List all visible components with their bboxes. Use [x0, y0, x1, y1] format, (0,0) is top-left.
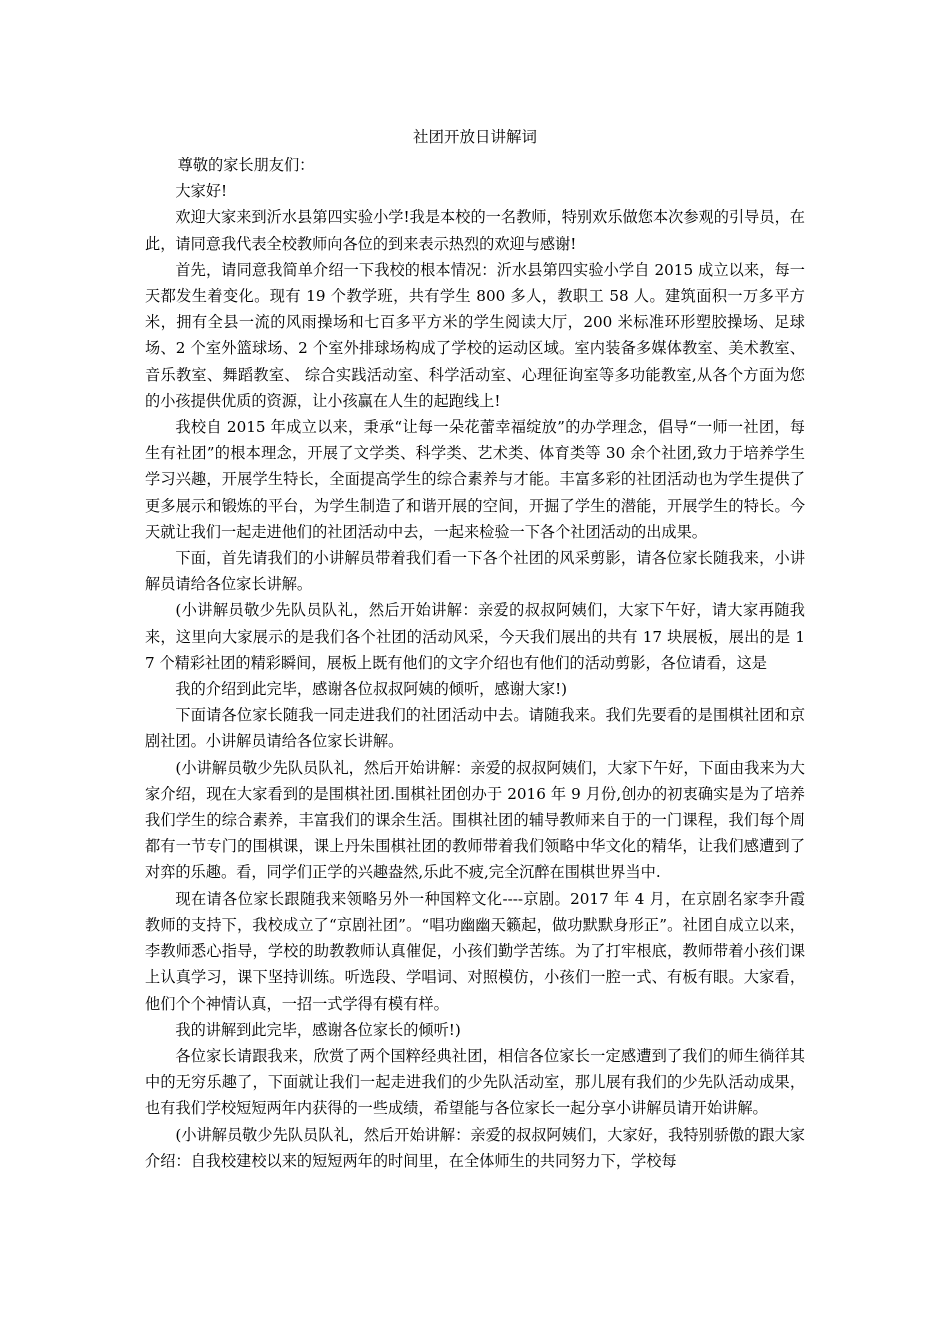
paragraph-guide-intro: 下面，首先请我们的小讲解员带着我们看一下各个社团的风采剪影，请各位家长随我来，小讲解员请给各位家长讲解。: [145, 549, 805, 594]
document-title: 社团开放日讲解词: [412, 128, 537, 146]
paragraph-go-club: (小讲解员敬少先队员队礼，然后开始讲解：亲爱的叔叔阿姨们，大家下午好，下面由我来为大家介绍，现在大家看到的是围棋社团.围棋社团创办于 2016 年 9 月份,创办的初衷确实是为了培养我们学生的综合素养，丰富我们的课余生活。围棋社团的辅导教师来自于的一门课程，我们每个周都有一节专门的围棋课，课上丹朱围棋社团的教师带着我们领略中华文化的精华，让我们感遭到了对弈的乐趣。看，同学们正学的兴趣盎然,乐此不疲,完全沉醉在围棋世界当中.: [145, 758, 805, 882]
paragraph-guide-closing-1: 我的介绍到此完毕，感谢各位叔叔阿姨的倾听，感谢大家!): [175, 680, 568, 699]
paragraph-school-intro: 首先，请同意我简单介绍一下我校的根本情况：沂水县第四实验小学自 2015 成立以来，每一天都发生着变化。现有 19 个教学班，共有学生 800 多人，教职工 58 人。建筑面积一万多平方米，拥有全县一流的风雨操场和七百多平方米的学生阅读大厅，200 米标准环形塑胶操场、足球场、2 个室外篮球场、2 个室外排球场构成了学校的运动区域。室内装备多媒体教室、美术教室、音乐教室、舞蹈教室、 综合实践活动室、科学活动室、心理征询室等多功能教室,从各个方面为您的小孩提供优质的资源，让小孩赢在人生的起跑线上!: [145, 260, 805, 410]
paragraph-go-clubs: 下面请各位家长随我一同走进我们的社团活动中去。请随我来。我们先要看的是围棋社团和京剧社团。小讲解员请给各位家长讲解。: [145, 706, 805, 751]
paragraph-welcome: 欢迎大家来到沂水县第四实验小学!我是本校的一名教师，特别欢乐做您本次参观的引导员，在此，请同意我代表全校教师向各位的到来表示热烈的欢迎与感谢!: [145, 208, 805, 253]
paragraph-club-concept: 我校自 2015 年成立以来，秉承“让每一朵花蕾幸福绽放”的办学理念，倡导“一师一社团，每生有社团”的根本理念，开展了文学类、科学类、艺术类、体育类等 30 余个社团,致力于培养学生学习兴趣，开展学生特长，全面提高学生的综合素养与才能。丰富多彩的社团活动也为学生提供了更多展示和锻炼的平台，为学生制造了和谐开展的空间，开掘了学生的潜能，开展学生的特长。今天就让我们一起走进他们的社团活动中去，一起来检验一下各个社团活动的出成果。: [145, 418, 805, 541]
paragraph-display-boards: (小讲解员敬少先队员队礼，然后开始讲解：亲爱的叔叔阿姨们，大家下午好，请大家再随我来，这里向大家展示的是我们各个社团的活动风采，今天我们展出的共有 17 块展板，展出的是 17 个精彩社团的精彩瞬间，展板上既有他们的文字介绍也有他们的活动剪影，各位请看，这是: [145, 601, 805, 672]
document-page: [145, 124, 805, 1174]
paragraph-guide-closing-2: 我的讲解到此完毕，感谢各位家长的倾听!): [175, 1020, 461, 1039]
paragraph-peking-opera-club: 现在请各位家长跟随我来领略另外一种国粹文化----京剧。2017 年 4 月，在京剧名家李升霞教师的支持下，我校成立了“京剧社团”。“唱功幽幽天籁起，做功默默身形正”。社团自成立以来，李教师悉心指导，学校的助教教师认真催促，小孩们勤学苦练。为了打牢根底，教师带着小孩们课上认真学习，课下坚持训练。听选段、学唱词、对照模仿，小孩们一腔一式、有板有眼。大家看，他们个个神情认真，一招一式学得有模有样。: [145, 889, 805, 1013]
paragraph-achievements: (小讲解员敬少先队员队礼，然后开始讲解：亲爱的叔叔阿姨们，大家好，我特别骄傲的跟大家介绍：自我校建校以来的短短两年的时间里，在全体师生的共同努力下，学校每: [145, 1125, 805, 1170]
paragraph-pioneer-room: 各位家长请跟我来，欣赏了两个国粹经典社团，相信各位家长一定感遭到了我们的师生徜徉其中的无穷乐趣了，下面就让我们一起走进我们的少先队活动室，那儿展有我们的少先队活动成果，也有我们学校短短两年内获得的一些成绩，希望能与各位家长一起分享小讲解员请开始讲解。: [145, 1046, 805, 1118]
paragraph-greeting: 大家好!: [175, 182, 228, 201]
paragraph-salutation: 尊敬的家长朋友们：: [177, 156, 315, 174]
